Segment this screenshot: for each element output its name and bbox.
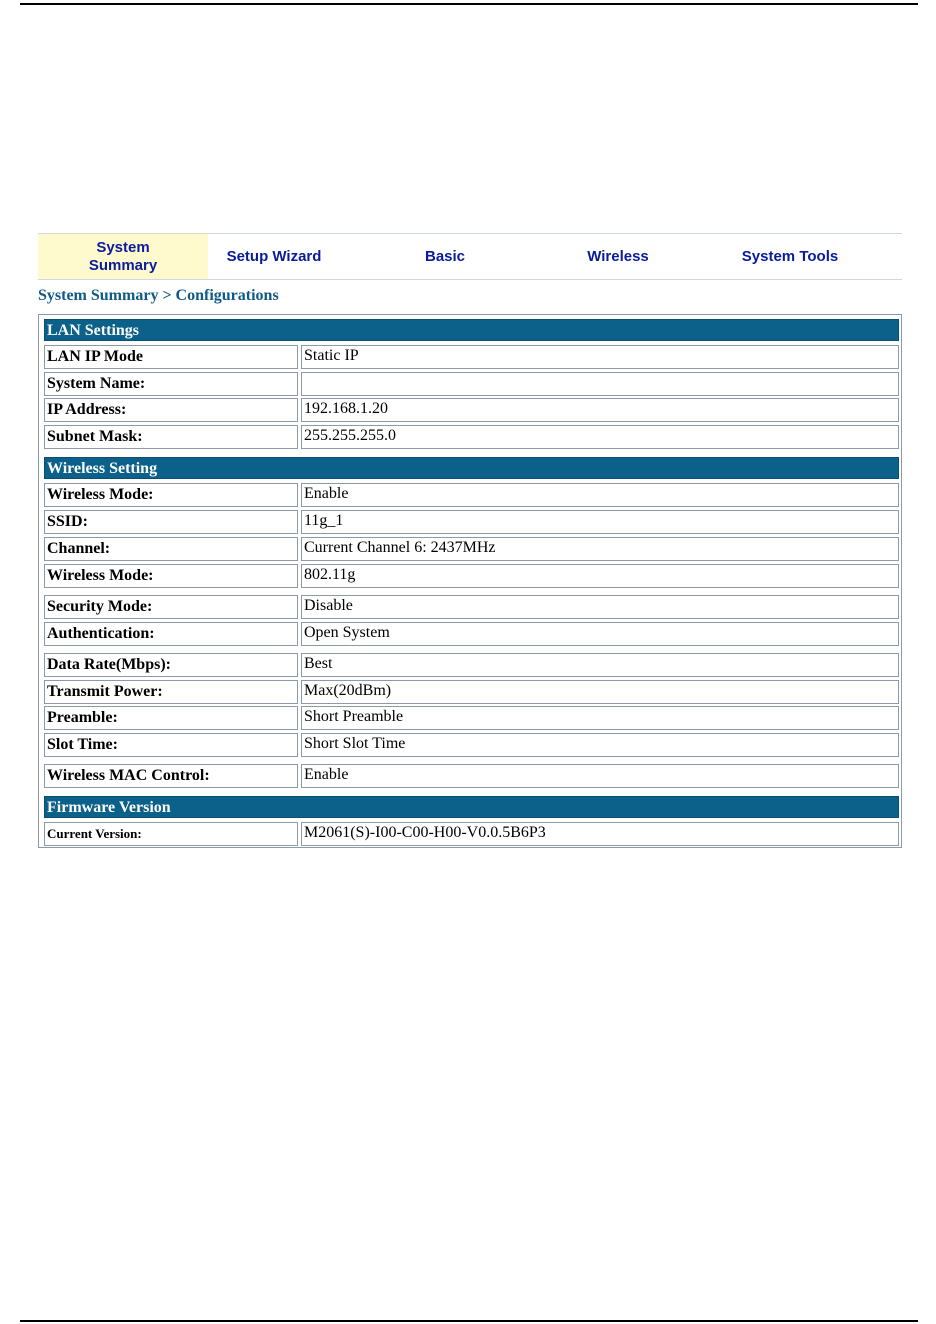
tab-wireless[interactable]: Wireless: [587, 247, 649, 265]
breadcrumb: System Summary > Configurations: [38, 287, 279, 304]
tab-basic[interactable]: Basic: [424, 247, 466, 265]
section-header-firmware: Firmware Version: [44, 796, 899, 818]
firmware-section: [44, 796, 899, 818]
row-label: Preamble:: [44, 706, 298, 730]
row-label: Slot Time:: [44, 733, 298, 757]
row-label: Transmit Power:: [44, 680, 298, 704]
row-label: Current Version:: [44, 822, 298, 846]
tab-system-summary[interactable]: System Summary: [38, 234, 208, 279]
row-label: Security Mode:: [44, 595, 298, 619]
table-row: [44, 653, 899, 677]
row-value: Enable: [301, 483, 899, 507]
table-row: [44, 510, 899, 534]
row-value: M2061(S)-I00-C00-H00-V0.0.5B6P3: [301, 822, 899, 846]
wireless-settings-section: [44, 457, 899, 479]
row-label: Channel:: [44, 537, 298, 561]
main-nav: [38, 233, 902, 280]
row-value: Short Slot Time: [301, 733, 899, 757]
row-value: Enable: [301, 764, 899, 788]
table-row: [44, 537, 899, 561]
tab-setup-wizard[interactable]: Setup Wizard: [226, 247, 322, 265]
row-label: Wireless MAC Control:: [44, 764, 298, 788]
table-row: [44, 372, 899, 396]
row-value: Open System: [301, 622, 899, 646]
row-value: Current Channel 6: 2437MHz: [301, 537, 899, 561]
row-label: LAN IP Mode: [44, 345, 298, 369]
lan-settings-section: [44, 319, 899, 341]
row-value: 255.255.255.0: [301, 425, 899, 449]
row-value: Best: [301, 653, 899, 677]
row-value: 802.11g: [301, 564, 899, 588]
row-value: Disable: [301, 595, 899, 619]
row-label: IP Address:: [44, 398, 298, 422]
row-value: Max(20dBm): [301, 680, 899, 704]
row-label: Authentication:: [44, 622, 298, 646]
table-row: [44, 595, 899, 619]
tab-system-tools[interactable]: System Tools: [741, 247, 839, 265]
table-row: [44, 345, 899, 369]
table-row: [44, 680, 899, 704]
row-value: Static IP: [301, 345, 899, 369]
table-row: [44, 483, 899, 507]
section-header-lan: LAN Settings: [44, 319, 899, 341]
table-row: [44, 564, 899, 588]
settings-panel: [38, 314, 902, 848]
table-row: [44, 622, 899, 646]
row-value: 192.168.1.20: [301, 398, 899, 422]
row-label: SSID:: [44, 510, 298, 534]
top-rule: [20, 3, 918, 5]
table-row: [44, 398, 899, 422]
table-row: [44, 822, 899, 846]
table-row: [44, 764, 899, 788]
row-label: Wireless Mode:: [44, 483, 298, 507]
table-row: [44, 706, 899, 730]
row-label: Data Rate(Mbps):: [44, 653, 298, 677]
bottom-rule: [20, 1320, 918, 1322]
row-value: 11g_1: [301, 510, 899, 534]
section-header-wireless: Wireless Setting: [44, 457, 899, 479]
row-label: Wireless Mode:: [44, 564, 298, 588]
row-value: Short Preamble: [301, 706, 899, 730]
table-row: [44, 733, 899, 757]
row-value: [301, 372, 899, 396]
row-label: Subnet Mask:: [44, 425, 298, 449]
row-label: System Name:: [44, 372, 298, 396]
table-row: [44, 425, 899, 449]
